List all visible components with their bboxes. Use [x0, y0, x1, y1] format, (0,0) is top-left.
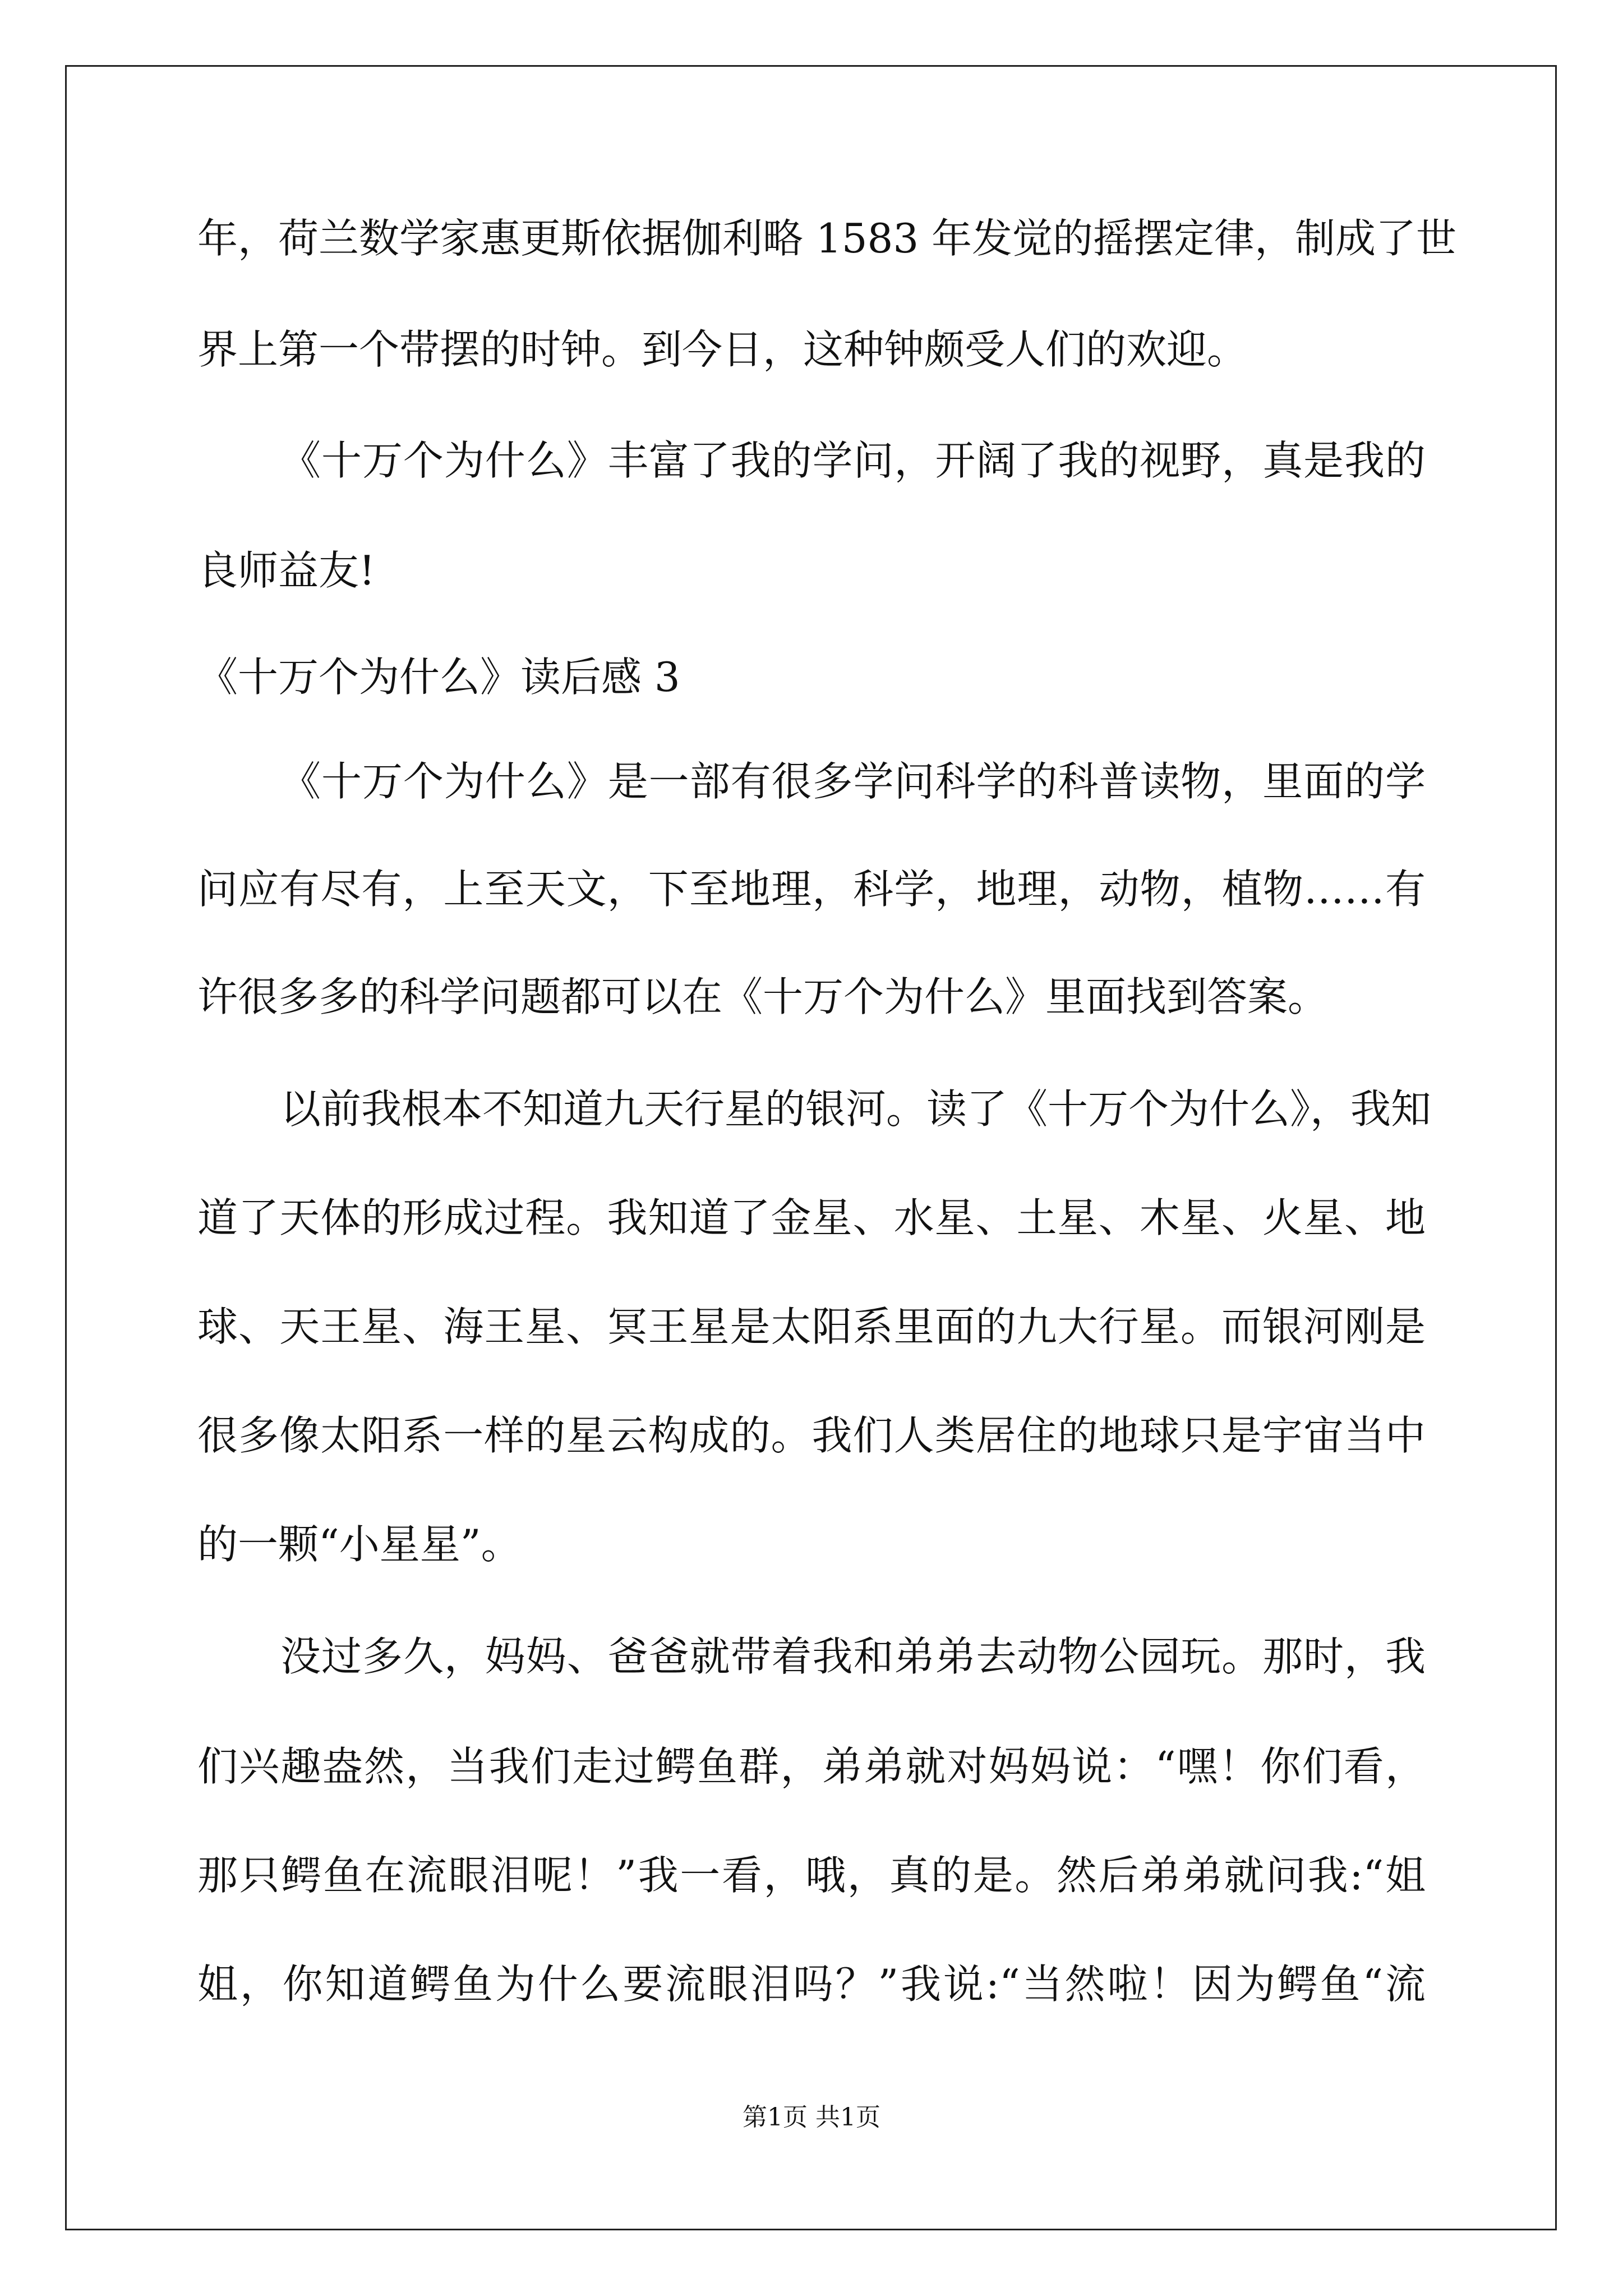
text-line: 《十万个为什么》是一部有很多学问科学的科普读物，里面的学 — [280, 758, 1426, 805]
text-line: 那只鳄鱼在流眼泪呢！”我一看，哦，真的是。然后弟弟就问我:“姐 — [197, 1852, 1426, 1899]
text-line: 球、天王星、海王星、冥王星是太阳系里面的九大行星。而银河刚是 — [197, 1303, 1426, 1350]
text-line: 没过多久，妈妈、爸爸就带着我和弟弟去动物公园玩。那时，我 — [280, 1633, 1426, 1680]
page-number-footer: 第1页 共1页 — [743, 2103, 880, 2132]
text-line: 界上第一个带摆的时钟。到今日，这种钟颇受人们的欢迎。 — [197, 326, 1248, 373]
text-line: 《十万个为什么》丰富了我的学问，开阔了我的视野，真是我的 — [280, 437, 1426, 484]
text-line: 以前我根本不知道九天行星的银河。读了《十万个为什么》，我知 — [280, 1085, 1432, 1133]
text-line: 道了天体的形成过程。我知道了金星、水星、土星、木星、火星、地 — [197, 1194, 1426, 1241]
text-line: 们兴趣盎然，当我们走过鳄鱼群，弟弟就对妈妈说：“嘿！你们看， — [197, 1743, 1426, 1790]
text-line: 很多像太阳系一样的星云构成的。我们人类居住的地球只是宇宙当中 — [197, 1412, 1426, 1459]
text-line: 良师益友! — [197, 547, 375, 594]
text-line: 的一颗“小星星”。 — [197, 1521, 522, 1568]
text-line: 问应有尽有，上至天文，下至地理，科学，地理，动物，植物……有 — [197, 866, 1426, 913]
text-line: 姐，你知道鳄鱼为什么要流眼泪吗？”我说:“当然啦！因为鳄鱼“流 — [197, 1961, 1426, 2008]
section-heading: 《十万个为什么》读后感 3 — [197, 654, 680, 701]
text-line: 年，荷兰数学家惠更斯依据伽利略 1583 年发觉的摇摆定律，制成了世 — [197, 215, 1457, 262]
text-line: 许很多多的科学问题都可以在《十万个为什么》里面找到答案。 — [197, 973, 1329, 1020]
